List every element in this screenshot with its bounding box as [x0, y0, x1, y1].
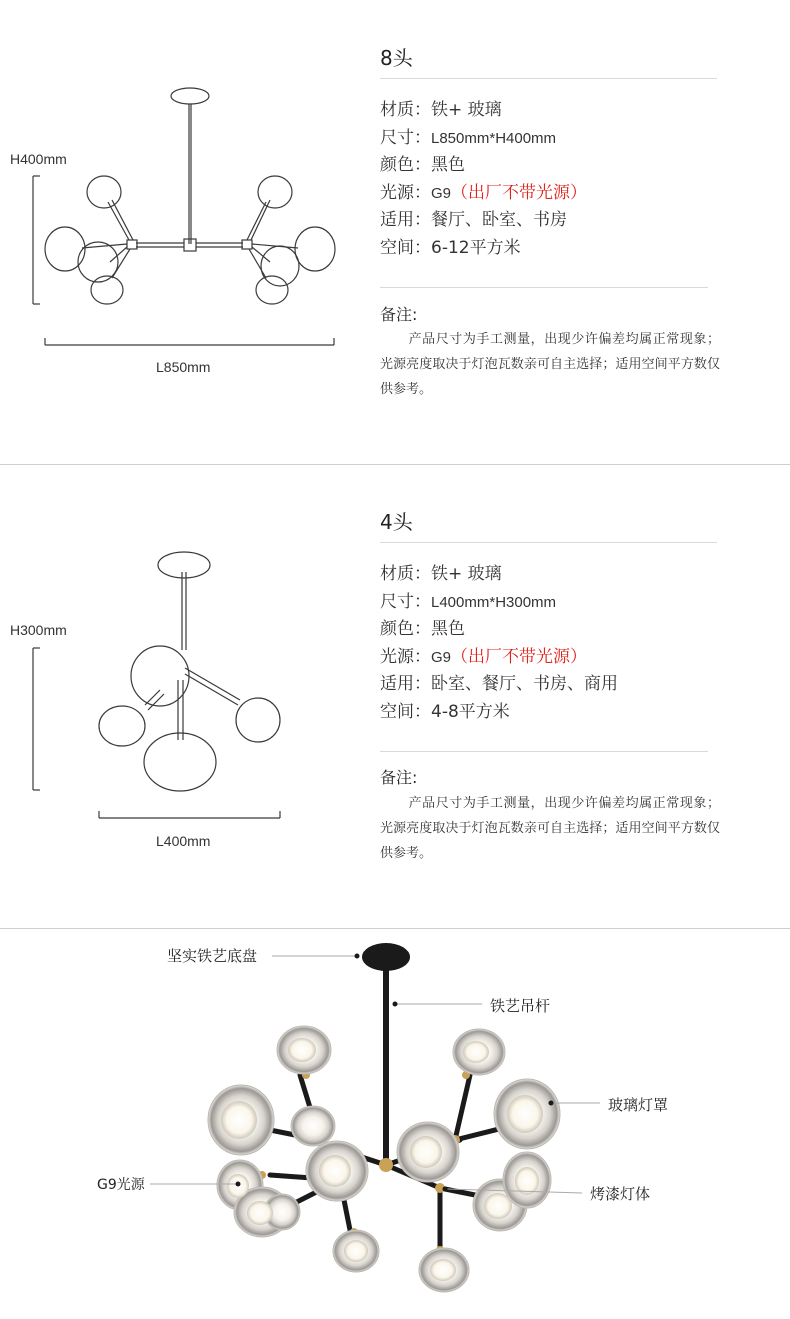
spec-row-color: 颜色：黑色 — [380, 155, 465, 175]
product-panel-4-head — [0, 465, 790, 928]
length-dimension-label: L400mm — [156, 833, 211, 849]
callout-base: 坚实铁艺底盘 — [167, 947, 258, 965]
product-panel-8-head — [0, 0, 790, 464]
title-divider — [380, 78, 717, 79]
spec-row-material: 材质：铁+ 玻璃 — [380, 100, 502, 120]
note-divider — [380, 751, 708, 752]
note-divider — [380, 287, 708, 288]
spec-row-color: 颜色：黑色 — [380, 619, 465, 639]
callout-shade: 玻璃灯罩 — [608, 1096, 669, 1114]
callout-bulb: G9光源 — [97, 1177, 145, 1193]
spec-row-space: 空间：6-12平方米 — [380, 237, 521, 258]
spec-row-size: 尺寸：L400mm*H300mm — [380, 591, 557, 612]
spec-row-material: 材质：铁+ 玻璃 — [380, 564, 502, 584]
spec-row-usage: 适用：卧室、餐厅、书房、商用 — [380, 674, 618, 694]
title-divider — [380, 542, 717, 543]
chandelier-4-head-drawing — [0, 545, 300, 865]
product-title: 4头 — [380, 510, 413, 534]
product-title: 8头 — [380, 46, 413, 70]
note-text: 产品尺寸为手工测量，出现少许偏差均属正常现象；光源亮度取决于灯泡瓦数亲可自主选择；适用空间平方数仅供参考。 — [380, 796, 720, 861]
spec-row-space: 空间：4-8平方米 — [380, 701, 510, 722]
spec-row-size: 尺寸：L850mm*H400mm — [380, 127, 557, 148]
callout-rod: 铁艺吊杆 — [490, 997, 551, 1015]
note-title: 备注: — [380, 768, 418, 787]
spec-row-light-source: 光源：G9（出厂不带光源） — [380, 646, 588, 667]
spec-list — [380, 561, 618, 726]
spec-row-light-source: 光源：G9（出厂不带光源） — [380, 182, 588, 203]
callout-body: 烤漆灯体 — [590, 1185, 651, 1203]
chandelier-8-head-drawing — [0, 80, 350, 440]
detail-panel — [0, 929, 790, 1319]
spec-row-usage: 适用：餐厅、卧室、书房 — [380, 210, 567, 230]
spec-list — [380, 97, 587, 262]
height-dimension-label: H400mm — [10, 151, 67, 167]
chandelier-photo-illustration — [0, 929, 790, 1319]
note-title: 备注: — [380, 305, 418, 324]
height-dimension-label: H300mm — [10, 622, 67, 638]
note-text: 产品尺寸为手工测量，出现少许偏差均属正常现象；光源亮度取决于灯泡瓦数亲可自主选择；适用空间平方数仅供参考。 — [380, 332, 720, 397]
length-dimension-label: L850mm — [156, 359, 211, 375]
